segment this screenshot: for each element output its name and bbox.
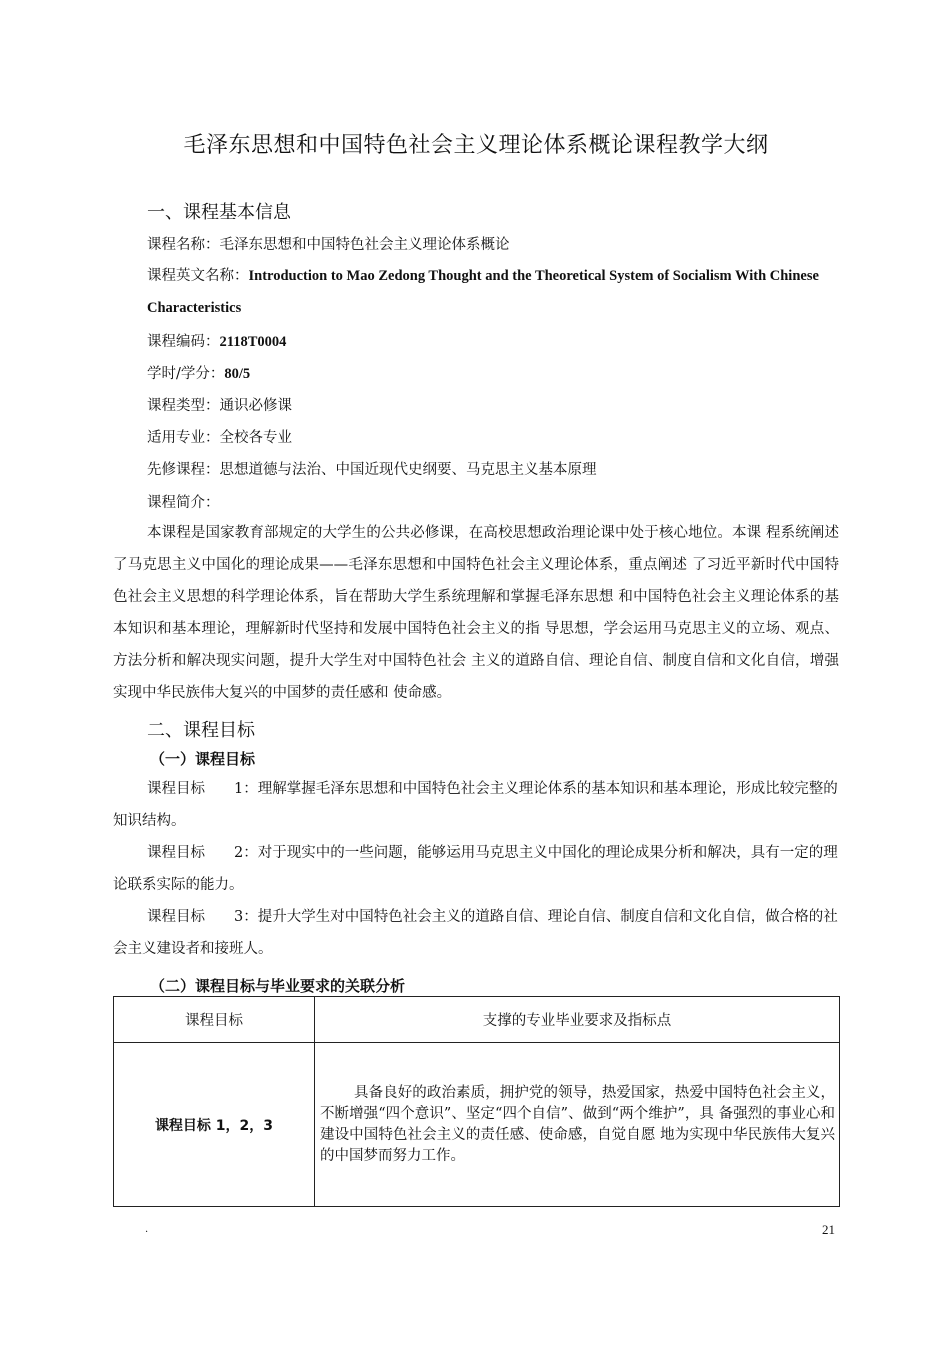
course-goal-3: 课程目标 3：提升大学生对中国特色社会主义的道路自信、理论自信、制度自信和文化自信，做合格的社会主义建设者和接班人。 xyxy=(113,909,838,957)
hours-credits-line xyxy=(147,362,250,383)
course-name-value: 毛泽东思想和中国特色社会主义理论体系概论 xyxy=(219,237,510,253)
course-goal-2: 课程目标 2：对于现实中的一些问题，能够运用马克思主义中国化的理论成果分析和解决，具有一定的理论联系实际的能力。 xyxy=(113,845,838,893)
prerequisite-value: 思想道德与法治、中国近现代史纲要、马克思主义基本原理 xyxy=(219,462,597,478)
course-code-value: 2118T0004 xyxy=(219,334,287,350)
course-code-line xyxy=(147,330,286,351)
hours-credits-label: 学时/学分： xyxy=(147,366,225,382)
section2-heading: 二、课程目标 xyxy=(147,720,255,741)
course-type-line xyxy=(147,394,292,415)
course-english-name xyxy=(147,260,847,324)
prerequisite-line xyxy=(147,458,597,479)
course-type-label: 课程类型： xyxy=(147,398,220,414)
course-english-label: 课程英文名称： xyxy=(147,268,249,284)
page-number: 21 xyxy=(822,1222,835,1237)
prerequisite-label: 先修课程： xyxy=(147,462,220,478)
course-name-line xyxy=(147,233,510,254)
course-name-label: 课程名称： xyxy=(147,237,220,253)
section1-heading: 一、课程基本信息 xyxy=(147,202,291,223)
course-code-label: 课程编码： xyxy=(147,334,220,350)
subsection-course-goals: （一）课程目标 xyxy=(150,750,256,768)
intro-label: 课程简介： xyxy=(147,495,220,511)
subsection-goal-relation: （二）课程目标与毕业要求的关联分析 xyxy=(150,977,406,995)
table-header-requirement: 支撑的专业毕业要求及指标点 xyxy=(315,997,840,1043)
requirement-description: 具备良好的政治素质，拥护党的领导，热爱国家，热爱中国特色社会主义，不断增强“四个意识”、坚定“四个自信”、做到“两个维护”，具 备强烈的事业心和建设中国特色社会主义的责任感、使命感，自觉自愿 地为实现中华民族伟大复兴的中国梦而努力工作。 xyxy=(320,1084,835,1164)
major-line xyxy=(147,426,292,447)
footer-dot: . xyxy=(145,1224,149,1235)
goal-requirement-table xyxy=(113,996,840,1207)
course-english-value: Introduction to Mao Zedong Thought and the Theoretical System of Socialism With Chinese Characteristics xyxy=(147,268,819,316)
table-cell-goal: 课程目标 1，2，3 xyxy=(114,1043,315,1207)
hours-credits-value: 80/5 xyxy=(224,366,251,382)
document-title: 毛泽东思想和中国特色社会主义理论体系概论课程教学大纲 xyxy=(183,133,769,158)
course-goal-1: 课程目标 1：理解掌握毛泽东思想和中国特色社会主义理论体系的基本知识和基本理论，形成比较完整的知识结构。 xyxy=(113,781,838,829)
table-cell-requirement xyxy=(315,1043,840,1207)
table-header-goal: 课程目标 xyxy=(114,997,315,1043)
table-header-row xyxy=(114,997,840,1043)
major-value: 全校各专业 xyxy=(219,430,292,446)
major-label: 适用专业： xyxy=(147,430,220,446)
course-type-value: 通识必修课 xyxy=(219,398,292,414)
course-intro-paragraph: 本课程是国家教育部规定的大学生的公共必修课，在高校思想政治理论课中处于核心地位。本课 程系统阐述了马克思主义中国化的理论成果——毛泽东思想和中国特色社会主义理论体系，重点阐述 了习近平新时代中国特色社会主义思想的科学理论体系，旨在帮助大学生系统理解和掌握毛泽东思想 和中国特色社会主义理论体系的基本知识和基本理论，理解新时代坚持和发展中国特色社会主义的指 导思想，学会运用马克思主义的立场、观点、方法分析和解决现实问题，提升大学生对中国特色社会 主义的道路自信、理论自信、制度自信和文化自信，增强实现中华民族伟大复兴的中国梦的责任感和 使命感。 xyxy=(113,525,839,701)
table-row xyxy=(114,1043,840,1207)
